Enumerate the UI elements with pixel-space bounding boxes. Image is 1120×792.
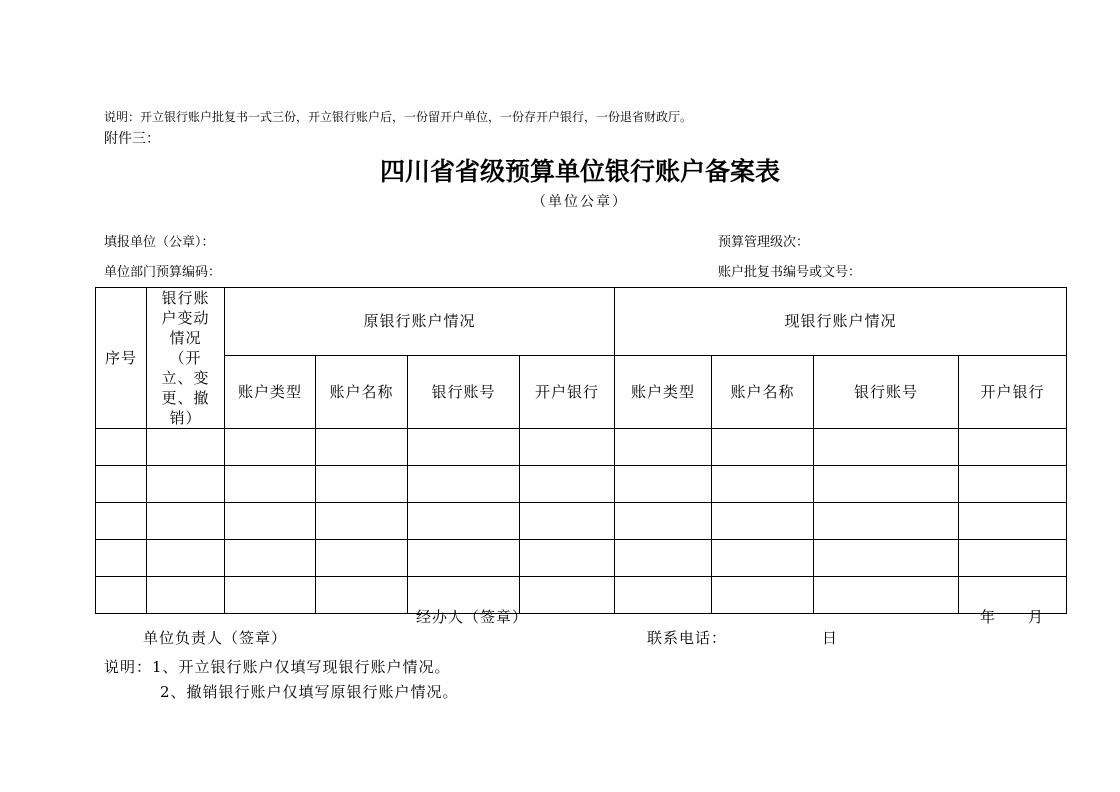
table-row <box>96 429 1067 466</box>
table-cell[interactable] <box>225 429 316 466</box>
table-cell[interactable] <box>96 577 147 614</box>
table-cell[interactable] <box>814 429 959 466</box>
table-cell[interactable] <box>520 466 615 503</box>
table-cell[interactable] <box>615 577 712 614</box>
top-note: 说明：开立银行账户批复书一式三份，开立银行账户后，一份留开户单位，一份存开户银行，一份退省财政厅。 <box>104 110 693 124</box>
seq-header: 序号 <box>96 288 147 429</box>
attachment-label: 附件三： <box>104 131 160 147</box>
table-cell[interactable] <box>96 540 147 577</box>
table-cell[interactable] <box>316 429 408 466</box>
curr-bank-header: 开户银行 <box>959 355 1067 428</box>
table-cell[interactable] <box>225 466 316 503</box>
table-cell[interactable] <box>225 503 316 540</box>
table-cell[interactable] <box>408 466 520 503</box>
table-cell[interactable] <box>520 503 615 540</box>
table-cell[interactable] <box>712 577 814 614</box>
table-cell[interactable] <box>814 577 959 614</box>
table-cell[interactable] <box>712 429 814 466</box>
account-filing-table <box>95 287 1067 614</box>
table-row <box>96 540 1067 577</box>
table-cell[interactable] <box>96 503 147 540</box>
table-cell[interactable] <box>959 429 1067 466</box>
table-cell[interactable] <box>615 429 712 466</box>
table-cell[interactable] <box>959 503 1067 540</box>
orig-account-number-header: 银行账号 <box>408 355 520 428</box>
table-cell[interactable] <box>959 540 1067 577</box>
budget-level-label: 预算管理级次： <box>718 235 810 250</box>
table-cell[interactable] <box>316 503 408 540</box>
table-cell[interactable] <box>959 577 1067 614</box>
table-cell[interactable] <box>96 429 147 466</box>
footer-note-2: 2、撤销银行账户仅填写原银行账户情况。 <box>160 683 459 701</box>
table-cell[interactable] <box>814 503 959 540</box>
table-cell[interactable] <box>316 540 408 577</box>
table-cell[interactable] <box>520 429 615 466</box>
original-account-group-header: 原银行账户情况 <box>225 288 615 356</box>
table-cell[interactable] <box>96 466 147 503</box>
table-cell[interactable] <box>147 429 225 466</box>
table-cell[interactable] <box>225 577 316 614</box>
table-cell[interactable] <box>316 466 408 503</box>
curr-account-name-header: 账户名称 <box>712 355 814 428</box>
table-cell[interactable] <box>316 577 408 614</box>
table-cell[interactable] <box>615 540 712 577</box>
unit-seal-subtitle: （单位公章） <box>532 194 628 210</box>
footer-note-1: 说明：1、开立银行账户仅填写现银行账户情况。 <box>104 658 451 676</box>
table-cell[interactable] <box>520 540 615 577</box>
table-cell[interactable] <box>225 540 316 577</box>
table-cell[interactable] <box>712 540 814 577</box>
current-account-group-header: 现银行账户情况 <box>615 288 1067 356</box>
leader-signature-label: 单位负责人（签章） <box>143 629 288 647</box>
table-cell[interactable] <box>408 503 520 540</box>
table-cell[interactable] <box>615 466 712 503</box>
table-cell[interactable] <box>712 503 814 540</box>
approval-number-label: 账户批复书编号或文号： <box>718 265 862 280</box>
table-cell[interactable] <box>408 429 520 466</box>
table-cell[interactable] <box>408 540 520 577</box>
year-label: 年 <box>980 608 997 626</box>
table-cell[interactable] <box>147 503 225 540</box>
month-label: 月 <box>1028 608 1045 626</box>
header-row-1 <box>96 288 1067 356</box>
table-row <box>96 577 1067 614</box>
change-status-header: 银行账户变动情况（开立、变更、撤销） <box>147 288 225 429</box>
contact-phone-label: 联系电话： <box>647 629 728 647</box>
table-row <box>96 466 1067 503</box>
handler-signature-label: 经办人（签章） <box>416 608 529 626</box>
orig-account-name-header: 账户名称 <box>316 355 408 428</box>
table-cell[interactable] <box>147 466 225 503</box>
orig-bank-header: 开户银行 <box>520 355 615 428</box>
curr-account-number-header: 银行账号 <box>814 355 959 428</box>
table-cell[interactable] <box>147 540 225 577</box>
fill-unit-label: 填报单位（公章）： <box>104 235 215 250</box>
day-label: 日 <box>822 629 839 647</box>
table-cell[interactable] <box>814 540 959 577</box>
curr-account-type-header: 账户类型 <box>615 355 712 428</box>
table-row <box>96 503 1067 540</box>
table-cell[interactable] <box>147 577 225 614</box>
table-cell[interactable] <box>814 466 959 503</box>
orig-account-type-header: 账户类型 <box>225 355 316 428</box>
table-cell[interactable] <box>520 577 615 614</box>
table-cell[interactable] <box>712 466 814 503</box>
form-title: 四川省省级预算单位银行账户备案表 <box>379 157 780 186</box>
header-row-2 <box>96 355 1067 428</box>
table-cell[interactable] <box>615 503 712 540</box>
table-cell[interactable] <box>959 466 1067 503</box>
dept-code-label: 单位部门预算编码： <box>104 265 222 280</box>
